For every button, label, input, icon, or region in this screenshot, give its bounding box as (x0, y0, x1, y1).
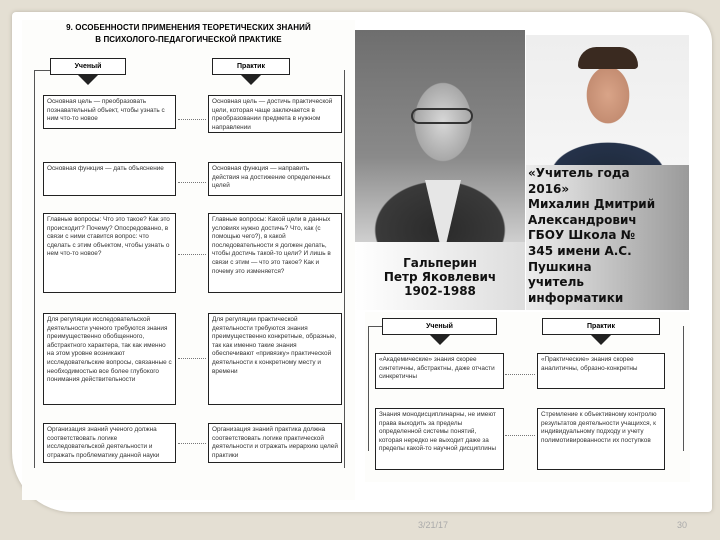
person2-line: информатики (528, 290, 624, 305)
row-connector (505, 435, 535, 436)
main-diagram (22, 20, 355, 500)
galperin-caption (355, 242, 525, 310)
scientist-box: Организация знаний ученого должна соответствовать логике исследовательской деятельности и отражать проблематику данной науки (43, 423, 176, 463)
diagram-title-line1: 9. ОСОБЕННОСТИ ПРИМЕНЕНИЯ ТЕОРЕТИЧЕСКИХ ЗНАНИЙ (66, 23, 311, 32)
person1-name: Гальперин (403, 256, 477, 270)
teacher-caption (526, 165, 689, 310)
person1-years: 1902-1988 (404, 284, 476, 298)
scientist-box: Знания монодисциплинарны, не имеют права выходить за пределы определенной системы понятий, которая нередко не выходит даже за пределы какой-то научной дисциплины (375, 408, 504, 470)
right-connector (344, 70, 345, 468)
person2-line: ГБОУ Школа № (528, 228, 636, 243)
row-connector (178, 182, 206, 183)
header-scientist: Ученый (382, 318, 497, 335)
person2-line: «Учитель года (528, 166, 630, 180)
shirt (425, 180, 461, 242)
small-diagram (365, 312, 690, 482)
row-connector (178, 254, 206, 255)
galperin-photo (355, 30, 525, 242)
diagram-title-line2: В ПСИХОЛОГО-ПЕДАГОГИЧЕСКОЙ ПРАКТИКЕ (95, 35, 282, 44)
person2-line: 345 имени А.С. (528, 243, 632, 258)
practitioner-box: Основная функция — направить действия на достижение определенных целей (208, 162, 342, 196)
scientist-box: Главные вопросы: Что это такое? Как это происходит? Почему? Опосредованно, в связи с ними ставится вопрос: что сделать с этим объектом, чтобы узнать о нем что-то новое? (43, 213, 176, 293)
page-number: 30 (677, 520, 688, 530)
practitioner-box: Стремление к объективному контролю результатов деятельности учащихся, к индивидуальному подходу и учету полимотивированности их поступков (537, 408, 665, 470)
person2-line: Пушкина (528, 259, 592, 274)
right-connector (683, 326, 684, 451)
practitioner-box: Главные вопросы: Какой цели в данных условиях нужно достичь? Что, как (с помощью чего?), в какой последовательности я должен делать, чтобы достичь такой-то цели? И лишь в связи с этим — что это такое? Как и почему это изменяется? (208, 213, 342, 293)
person2-line: Александрович (528, 212, 637, 227)
teacher-photo (526, 35, 689, 165)
person2-line: Михалин Дмитрий (528, 197, 656, 212)
row-connector (178, 443, 206, 444)
person1-patronymic: Петр Яковлевич (383, 270, 497, 284)
scientist-box: «Академические» знания скорее синтетичны, абстрактны, даже отчасти синкретичны (375, 353, 504, 389)
hair (578, 47, 638, 69)
practitioner-box: «Практические» знания скорее аналитичны, образно-конкретны (537, 353, 665, 389)
header-scientist: Ученый (50, 58, 126, 75)
footer-date: 3/21/17 (418, 520, 449, 530)
row-connector (178, 119, 206, 120)
scientist-box: Для регуляции исследовательской деятельности ученого требуются знания преимущественно обобщенного, абстрактного характера, так как именно на этом уровне возникают исследовательские вопросы, связанные с необходимостью все более глубокого понимания действительности (43, 313, 176, 405)
header-practitioner: Практик (212, 58, 290, 75)
scientist-box: Основная функция — дать объяснение (43, 162, 176, 196)
person2-line: 2016» (528, 181, 570, 196)
row-connector (178, 358, 206, 359)
person2-line: учитель (528, 275, 584, 290)
glasses (411, 108, 473, 124)
row-connector (505, 374, 535, 375)
header-practitioner: Практик (542, 318, 660, 335)
practitioner-box: Организация знаний практика должна соответствовать логике практической деятельности и отражать иерархию целей практики (208, 423, 342, 463)
scientist-box: Основная цель — преобразовать познавательный объект, чтобы узнать с ним что-то новое (43, 95, 176, 129)
practitioner-box: Основная цель — достичь практической цели, которая чаще заключается в преобразовании предмета в нужном направлении (208, 95, 342, 133)
practitioner-box: Для регуляции практической деятельности требуются знания преимущественно конкретные, образные, так как именно такие знания обеспечивают «привязку» практической деятельности к конкретному месту и времени (208, 313, 342, 405)
